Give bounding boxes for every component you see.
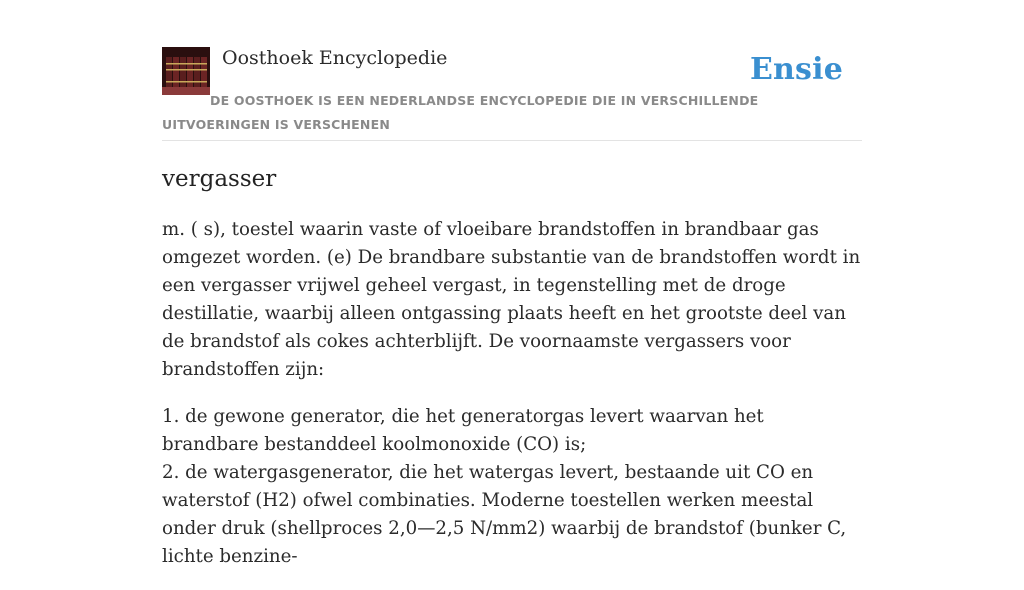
article-body: [162, 216, 862, 590]
books-icon: [162, 47, 210, 95]
article-list: [162, 403, 862, 571]
site-tagline: DE OOSTHOEK IS EEN NEDERLANDSE ENCYCLOPEDIE DIE IN VERSCHILLENDE UITVOERINGEN IS VERSCHENEN: [162, 93, 759, 132]
books-avatar-icon[interactable]: [162, 47, 210, 95]
ensie-brand-logo[interactable]: Ensie: [749, 52, 843, 87]
list-item: 1. de gewone generator, die het generatorgas levert waarvan het brandbare bestanddeel koolmonoxide (CO) is;: [162, 406, 764, 455]
content-container: [162, 0, 862, 567]
article-title: vergasser: [162, 166, 277, 192]
article-paragraph: m. ( s), toestel waarin vaste of vloeibare brandstoffen in brandbaar gas omgezet worden. (e) De brandbare substantie van de brandstoffen wordt in een vergasser vrijwel geheel vergast, in tegenstelling met de droge destillatie, waarbij alleen ontgassing plaats heeft en het grootste deel van de brandstof als cokes achterblijft. De voornaamste vergassers voor brandstoffen zijn:: [162, 219, 861, 380]
site-header: [162, 0, 862, 141]
site-name-link[interactable]: Oosthoek Encyclopedie: [222, 47, 448, 69]
list-item: 2. de watergasgenerator, die het watergas levert, bestaande uit CO en waterstof (H2) ofwel combinaties. Moderne toestellen werken meestal onder druk (shellproces 2,0—2,5 N/mm2) waarbij de brandstof (bunker C, lichte benzine-: [162, 462, 847, 567]
